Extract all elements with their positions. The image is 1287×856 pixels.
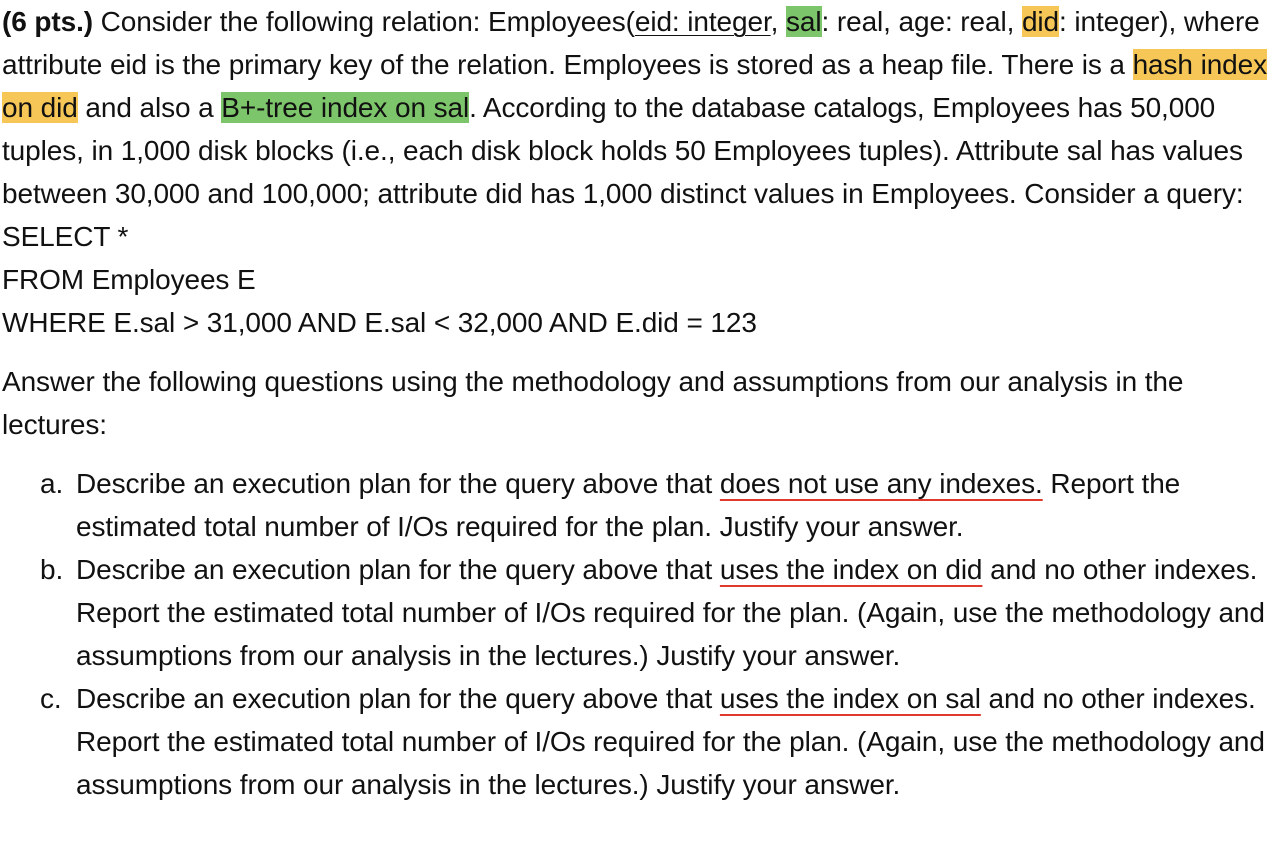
sql-query <box>2 215 1282 344</box>
intro-text-5: and also a <box>77 92 222 123</box>
question-item-a <box>2 462 1282 548</box>
sal-attribute-highlight: sal <box>786 6 822 37</box>
question-text: Describe an execution plan for the query above that <box>76 683 720 714</box>
intro-text-1: Consider the following relation: Employees( <box>92 6 635 37</box>
question-text: Describe an execution plan for the query above that <box>76 554 720 585</box>
intro-text-4: : integer), where attribute eid is the primary key of the relation. Employees is stored as a heap file. There is a <box>2 6 1260 80</box>
query-from-line: FROM Employees E <box>2 264 256 295</box>
intro-text-2: , <box>770 6 787 37</box>
question-marker: c. <box>40 683 62 714</box>
btree-index-highlight: B+-tree index on sal <box>221 92 470 123</box>
document <box>2 0 1282 806</box>
query-where-line: WHERE E.sal > 31,000 AND E.sal < 32,000 AND E.did = 123 <box>2 307 757 338</box>
question-text: and no other indexes. Report the estimated total number of I/Os required for the plan. (Again, use the methodology and assumptions from our analysis in the lectures.) Justify your answer. <box>76 554 1265 671</box>
hash-index-highlight: hash index on did <box>2 49 1268 123</box>
question-item-b <box>2 548 1282 677</box>
points-label: (6 pts.) <box>2 6 93 37</box>
primary-key-attribute: eid: integer <box>634 6 771 37</box>
question-list <box>2 462 1282 806</box>
question-emphasis: uses the index on sal <box>719 683 981 714</box>
question-text: and no other indexes. Report the estimated total number of I/Os required for the plan. (Again, use the methodology and assumptions from our analysis in the lectures.) Justify your answer. <box>76 683 1265 800</box>
question-emphasis: does not use any indexes. <box>719 468 1043 499</box>
intro-text-6: . According to the database catalogs, Employees has 50,000 tuples, in 1,000 disk blocks (i.e., each disk block holds 50 Employees tuples). Attribute sal has values between 30,000 and 100,000; attribute did has 1,000 distinct values in Employees. Consider a query: <box>2 92 1244 209</box>
question-text: Describe an execution plan for the query above that <box>76 468 720 499</box>
intro-text-3: : real, age: real, <box>821 6 1022 37</box>
query-select-line: SELECT * <box>2 221 129 252</box>
problem-statement <box>2 0 1282 215</box>
question-marker: a. <box>40 468 64 499</box>
instructions: Answer the following questions using the methodology and assumptions from our analysis in the lectures: <box>2 366 1184 440</box>
question-emphasis: uses the index on did <box>719 554 983 585</box>
question-text: Report the estimated total number of I/Os required for the plan. Justify your answer. <box>76 468 1181 542</box>
question-marker: b. <box>40 554 64 585</box>
did-attribute-highlight: did <box>1021 6 1060 37</box>
question-item-c <box>2 677 1282 806</box>
